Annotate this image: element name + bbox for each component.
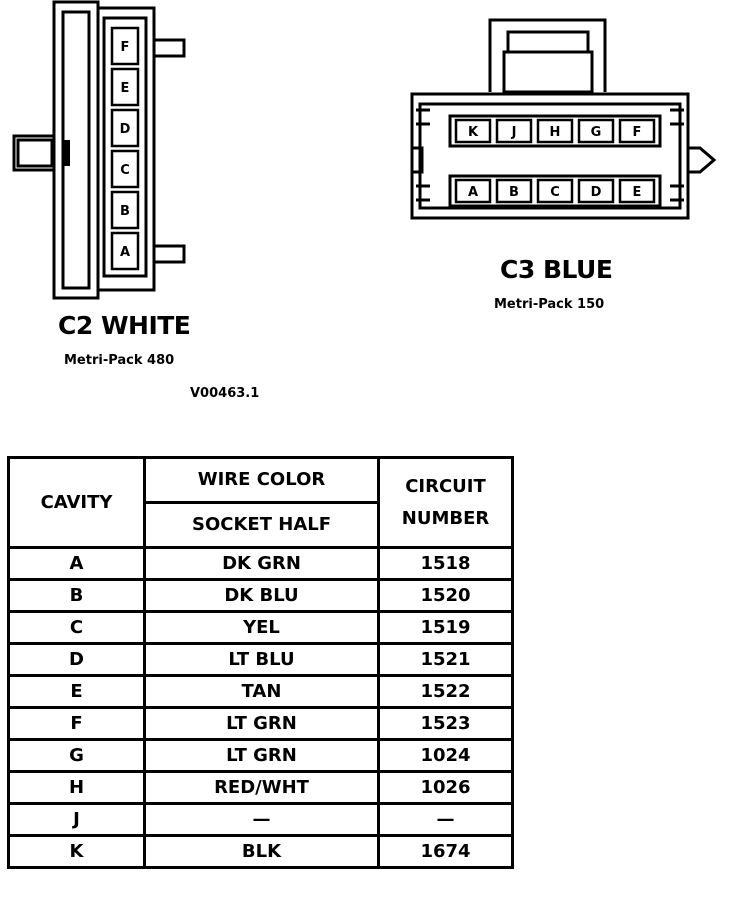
table-row [9,708,513,740]
header-wire-color: WIRE COLOR [145,458,379,503]
wire-color-cell: BLK [145,836,379,868]
c3-cavity-label: D [590,185,602,200]
circuit-number-cell: 1520 [379,580,513,612]
header-circuit-number [379,458,513,548]
c3-cavity-label: C [550,185,560,200]
table-row [9,676,513,708]
table-row [9,612,513,644]
wire-color-cell: YEL [145,612,379,644]
c3-title: C3 BLUE [500,255,613,284]
header-circuit-line1: CIRCUIT [405,475,486,497]
wire-color-cell: LT GRN [145,740,379,772]
c2-cavity-label: E [120,81,130,96]
c3-subtitle: Metri-Pack 150 [494,297,605,312]
wire-color-cell: TAN [145,676,379,708]
table-row [9,644,513,676]
table-body [9,548,513,868]
table-row [9,772,513,804]
circuit-number-cell: 1518 [379,548,513,580]
cavity-cell: K [9,836,145,868]
c2-cavity-label: A [119,245,131,260]
circuit-number-cell: — [379,804,513,836]
c2-connector-diagram [0,0,200,310]
c3-cavity-label: G [590,125,602,140]
c3-cavity-label: F [632,125,642,140]
table-row [9,804,513,836]
c3-cavity-label: E [632,185,642,200]
table-header-row [9,458,513,503]
cavity-cell: E [9,676,145,708]
cavity-cell: H [9,772,145,804]
wire-color-cell: — [145,804,379,836]
cavity-cell: A [9,548,145,580]
c3-connector-diagram [400,10,730,230]
wire-color-cell: DK BLU [145,580,379,612]
c2-title: C2 WHITE [58,311,191,340]
header-cavity: CAVITY [9,458,145,548]
cavity-cell: B [9,580,145,612]
wire-color-cell: RED/WHT [145,772,379,804]
c3-cavity-label: H [549,125,561,140]
table-row [9,580,513,612]
table-row [9,740,513,772]
c2-cavity-label: F [120,40,130,55]
cavity-cell: J [9,804,145,836]
header-circuit-line2: NUMBER [401,507,490,529]
wire-color-cell: LT GRN [145,708,379,740]
figure-id: V00463.1 [190,386,260,401]
circuit-number-cell: 1519 [379,612,513,644]
circuit-number-cell: 1026 [379,772,513,804]
c2-cavity-label: B [120,204,130,219]
table-row [9,548,513,580]
c2-cavity-cells [112,28,138,269]
cavity-cell: D [9,644,145,676]
circuit-number-cell: 1024 [379,740,513,772]
wire-color-cell: LT BLU [145,644,379,676]
c3-cavity-label: K [467,125,479,140]
pinout-table [7,456,514,869]
c2-cavity-label: D [119,122,131,137]
header-socket-half: SOCKET HALF [145,503,379,548]
c3-cavity-label: J [511,125,517,140]
cavity-cell: F [9,708,145,740]
c2-cavity-label: C [120,163,130,178]
c3-cavity-label: A [467,185,479,200]
table-row [9,836,513,868]
circuit-number-cell: 1674 [379,836,513,868]
c3-cavity-label: B [509,185,519,200]
wire-color-cell: DK GRN [145,548,379,580]
cavity-cell: G [9,740,145,772]
c3-cavity-cells [456,120,654,202]
circuit-number-cell: 1522 [379,676,513,708]
c2-subtitle: Metri-Pack 480 [64,353,175,368]
circuit-number-cell: 1521 [379,644,513,676]
cavity-cell: C [9,612,145,644]
circuit-number-cell: 1523 [379,708,513,740]
